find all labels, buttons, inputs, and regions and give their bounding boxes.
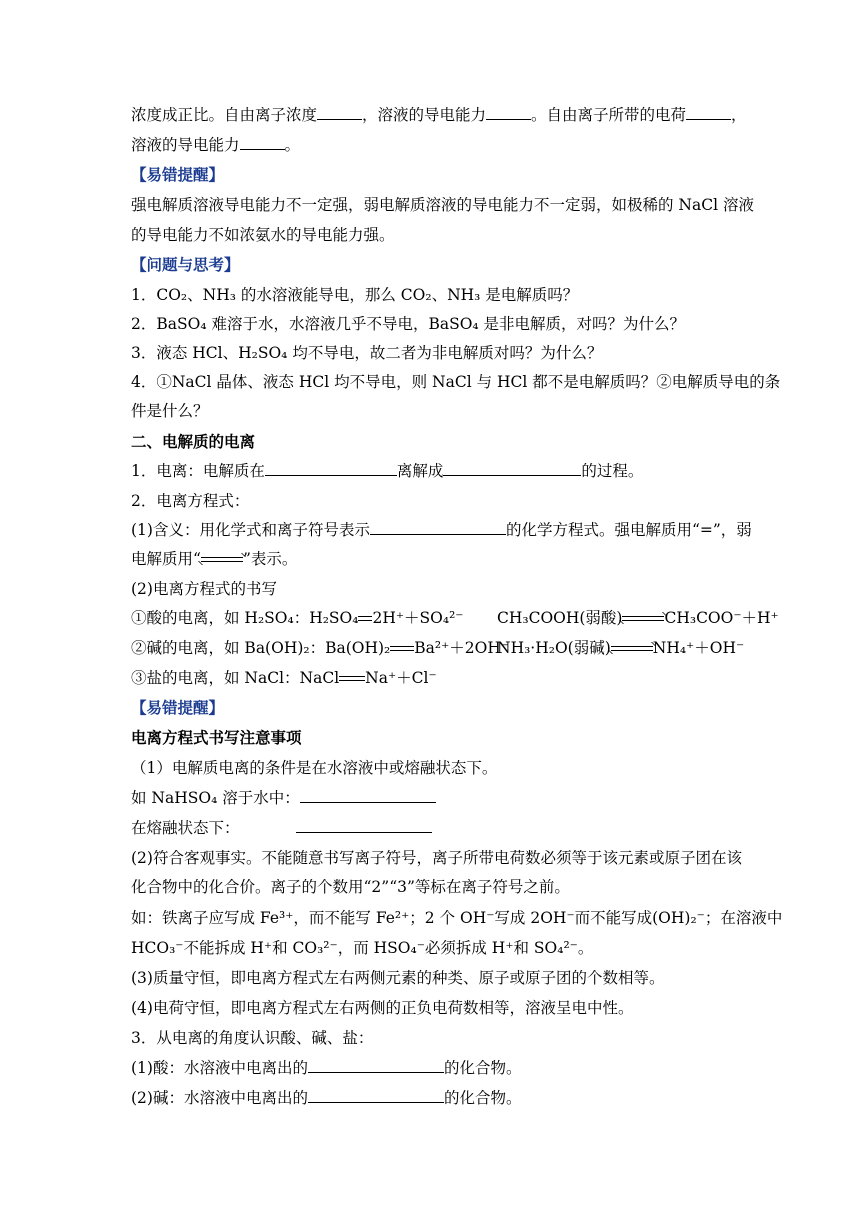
fill-blank [443,461,581,476]
equation-text: Na⁺＋Cl⁻ [365,669,437,687]
text-line: HCO₃⁻不能拆成 H⁺和 CO₃²⁻，而 HSO₄⁻必须拆成 H⁺和 SO₄²⁻。 [131,939,594,957]
section-title: 二、电解质的电离 [131,432,256,451]
reversible-arrow-icon [622,614,664,624]
equals-sign-icon [358,614,372,624]
text: 。自由离子所带的电荷 [531,106,687,124]
fill-blank [317,105,362,120]
reversible-arrow-icon [611,644,653,654]
text-line [131,787,436,809]
fill-blank [308,1088,444,1103]
equals-sign-icon [339,674,365,684]
section-heading: 【易错提醒】 [131,165,225,184]
text: (1)含义：用化学式和离子符号表示 [131,521,370,539]
text: (1)酸：水溶液中电离出的 [131,1059,308,1077]
equation-text: Ba²⁺＋2OH⁻ [414,639,510,657]
section-heading: 【易错提醒】 [131,698,225,717]
equation-text: NH₄⁺＋OH⁻ [652,639,745,657]
text-line: 如：铁离子应写成 Fe³⁺，而不能写 Fe²⁺；2 个 OH⁻写成 2OH⁻而不能写成(OH)₂⁻；在溶液中 [131,909,783,927]
text: ， [731,106,747,124]
text-line [131,548,297,570]
text-line: (2)符合客观事实。不能随意书写离子符号，离子所带电荷数必须等于该元素或原子团在该 [131,849,742,867]
text: 如 NaHSO₄ 溶于水中： [131,789,300,807]
text-line [131,460,643,482]
equals-sign-icon [390,644,414,654]
text-line [131,104,747,126]
fill-blank [308,1058,444,1073]
text: ，溶液的导电能力 [362,106,487,124]
fill-blank [370,520,506,535]
fill-blank [296,818,432,833]
text: 的化合物。 [443,1059,522,1077]
question-4: 4．①NaCl 晶体、液态 HCl 均不导电，则 NaCl 与 HCl 都不是电解质吗？②电解质导电的条 [131,373,781,391]
equation-text: ①酸的电离，如 H₂SO₄：H₂SO₄ [131,609,359,627]
text-line [131,1057,521,1079]
text-line [131,1087,521,1109]
text-line: (4)电荷守恒，即电离方程式左右两侧的正负电荷数相等，溶液呈电中性。 [131,999,634,1017]
text: (2)碱：水溶液中电离出的 [131,1089,308,1107]
text-line: 化合物中的化合价。离子的个数用“2”“3”等标在离子符号之前。 [131,878,570,896]
equation-row [131,607,779,629]
subsection-title: 电离方程式书写注意事项 [131,728,302,747]
equation-text: CH₃COO⁻＋H⁺ [664,609,779,627]
reversible-arrow-icon [201,555,243,565]
text-line [131,519,752,541]
section-heading: 【问题与思考】 [131,255,240,274]
question-1: 1．CO₂、NH₃ 的水溶液能导电，那么 CO₂、NH₃ 是电解质吗？ [131,286,579,304]
text-line: (2)电离方程式的书写 [131,580,277,598]
question-2: 2．BaSO₄ 难溶于水，水溶液几乎不导电，BaSO₄ 是非电解质，对吗？为什么？ [131,315,686,333]
fill-blank [240,135,285,150]
text: 的过程。 [581,462,644,480]
equation-text: NH₃·H₂O(弱碱) [497,639,611,657]
text: 1．电离：电解质在 [131,462,265,480]
text-line: 强电解质溶液导电能力不一定强，弱电解质溶液的导电能力不一定弱，如极稀的 NaCl 溶液 [131,196,754,214]
text: 离解成 [396,462,444,480]
equation-text: 2H⁺＋SO₄²⁻ [372,609,464,627]
equation-text: ②碱的电离，如 Ba(OH)₂：Ba(OH)₂ [131,639,391,657]
text: 溶液的导电能力 [131,136,240,154]
text-line: 的导电能力不如浓氨水的导电能力强。 [131,226,395,244]
question-4-cont: 件是什么？ [131,402,209,420]
fill-blank [686,105,731,120]
text-line [131,134,300,156]
fill-blank [300,788,436,803]
text: ”表示。 [242,550,298,568]
text: 电解质用“ [131,550,201,568]
text: 的化合物。 [443,1089,522,1107]
text-line: 3．从电离的角度认识酸、碱、盐： [131,1029,374,1047]
text: 。 [284,136,301,154]
text-line: (3)质量守恒，即电离方程式左右两侧元素的种类、原子或原子团的个数相等。 [131,969,665,987]
fill-blank [486,105,531,120]
text-line: （1）电解质电离的条件是在水溶液中或熔融状态下。 [131,759,498,777]
equation-text: ③盐的电离，如 NaCl：NaCl [131,669,340,687]
text: 在熔融状态下： [131,819,240,837]
equation-weak [497,607,779,629]
question-3: 3．液态 HCl、H₂SO₄ 均不导电，故二者为非电解质对吗？为什么？ [131,344,603,362]
text: 的化学方程式。强电解质用“=”，弱 [505,521,752,539]
equation-text: CH₃COOH(弱酸) [497,609,623,627]
text: 浓度成正比。自由离子浓度 [131,106,318,124]
text-line: 2．电离方程式： [131,492,250,510]
equation-weak [497,637,744,659]
equation-row [131,637,745,659]
text-line [131,817,432,839]
equation-row [131,667,437,689]
fill-blank [265,461,397,476]
